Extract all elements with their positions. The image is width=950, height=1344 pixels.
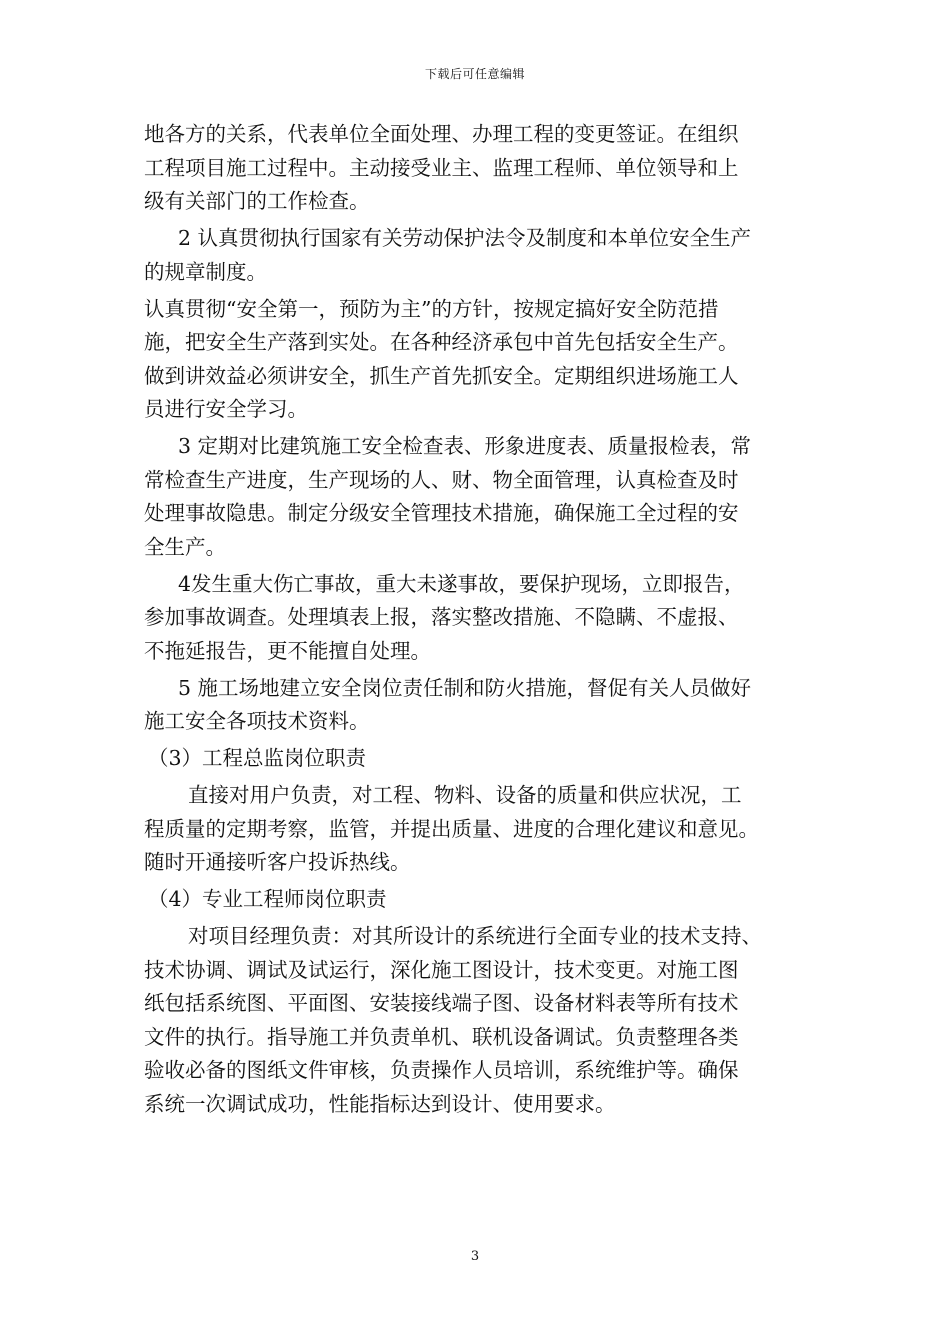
paragraph-specialist-engineer-duties [144,920,812,1121]
paragraph-safety-policy [144,293,812,427]
text-line: 认真贯彻“安全第一，预防为主”的方针，按规定搞好安全防范措 [144,296,719,321]
document-body [144,118,812,1125]
section-heading-chief-supervisor [144,742,812,776]
text-line: 常检查生产进度，生产现场的人、财、物全面管理，认真检查及时 [144,467,739,492]
heading-line: （4）专业工程师岗位职责 [148,887,387,911]
text-line: 不拖延报告，更不能擅自处理。 [144,638,431,663]
page-number: 3 [470,1249,480,1264]
text-line: 纸包括系统图、平面图、安装接线端子图、设备材料表等所有技术 [144,991,739,1015]
text-line: 3 定期对比建筑施工安全检查表、形象进度表、质量报检表，常 [178,434,752,458]
paragraph-chief-supervisor-duties [144,779,812,880]
text-line: 地各方的关系，代表单位全面处理、办理工程的变更签证。在组织 [144,122,739,146]
paragraph-item-5 [144,672,812,739]
text-line: 级有关部门的工作检查。 [144,189,370,213]
text-line: 施，把安全生产落到实处。在各种经济承包中首先包括安全生产。 [144,330,739,354]
text-line: 技术协调、调试及试运行，深化施工图设计，技术变更。对施工图 [144,957,739,982]
text-line: 全生产。 [144,534,226,559]
section-heading-specialist-engineer [144,883,812,917]
text-line: 直接对用户负责，对工程、物料、设备的质量和供应状况，工 [188,783,742,807]
page-header: 下载后可任意编辑 [424,67,525,81]
text-line: 程质量的定期考察，监管，并提出质量、进度的合理化建议和意见。 [144,816,759,841]
text-line: 做到讲效益必须讲安全，抓生产首先抓安全。定期组织进场施工人 [144,363,739,388]
text-line: 工程项目施工过程中。主动接受业主、监理工程师、单位领导和上 [144,155,739,180]
paragraph-continuation [144,118,812,219]
text-line: 的规章制度。 [144,259,267,284]
text-line: 4发生重大伤亡事故，重大未遂事故，要保护现场，立即报告， [178,571,745,596]
heading-line: （3）工程总监岗位职责 [148,746,367,770]
text-line: 员进行安全学习。 [144,397,308,421]
text-line: 验收必备的图纸文件审核，负责操作人员培训，系统维护等。确保 [144,1058,739,1082]
text-line: 对项目经理负责：对其所设计的系统进行全面专业的技术支持、 [188,924,762,948]
text-line: 系统一次调试成功，性能指标达到设计、使用要求。 [144,1091,616,1116]
text-line: 2 认真贯彻执行国家有关劳动保护法令及制度和本单位安全生产 [178,226,752,250]
paragraph-item-2 [144,222,812,289]
text-line: 施工安全各项技术资料。 [144,709,370,733]
paragraph-item-3 [144,430,812,564]
text-line: 随时开通接听客户投诉热线。 [144,850,411,874]
text-line: 文件的执行。指导施工并负责单机、联机设备调试。负责整理各类 [144,1024,739,1049]
text-line: 处理事故隐患。制定分级安全管理技术措施，确保施工全过程的安 [144,501,739,525]
text-line: 参加事故调查。处理填表上报，落实整改措施、不隐瞒、不虚报、 [144,605,739,629]
paragraph-item-4 [144,568,812,669]
text-line: 5 施工场地建立安全岗位责任制和防火措施，督促有关人员做好 [178,675,752,700]
